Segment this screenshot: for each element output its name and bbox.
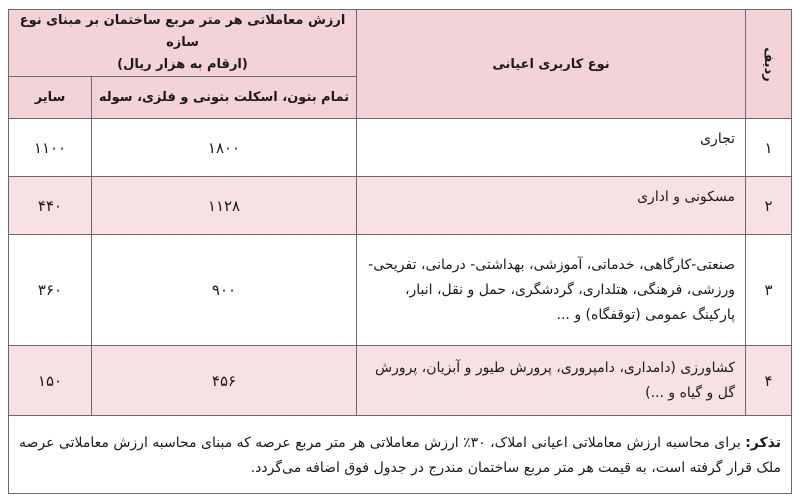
header-value-group: [9, 10, 357, 77]
header-concrete-structure: تمام بتون، اسکلت بتونی و فلزی، سوله: [92, 77, 357, 119]
row-number: ۱: [746, 119, 792, 177]
usage-type: تجاری: [357, 119, 746, 177]
table-row: [9, 346, 792, 416]
note-text: برای محاسبه ارزش معاملاتی اعیانی املاک، ۳۰٪ ارزش معاملاتی هر متر مربع عرصه که مبنای محاسبه ارزش معاملاتی عرصه ملک قرار گرفته است، به قیمت هر متر مربع ساختمان مندرج در جدول فوق اضافه می‌گردد.: [19, 434, 782, 476]
table-row: [9, 235, 792, 346]
header-other-structure: سایر: [9, 77, 92, 119]
header-value-group-line1: ارزش معاملاتی هر متر مربع ساختمان بر مبنای نوع سازه: [19, 13, 346, 50]
concrete-value: ۱۱۲۸: [92, 177, 357, 235]
other-value: ۳۶۰: [9, 235, 92, 346]
concrete-value: ۴۵۶: [92, 346, 357, 416]
usage-type: کشاورزی (دامداری، دامپروری، پرورش طیور و آبزیان، پرورش گل و گیاه و ...): [357, 346, 746, 416]
row-number: ۲: [746, 177, 792, 235]
other-value: ۱۵۰: [9, 346, 92, 416]
concrete-value: ۱۸۰۰: [92, 119, 357, 177]
concrete-value: ۹۰۰: [92, 235, 357, 346]
header-value-group-line2: (ارقام به هزار ریال): [117, 57, 248, 72]
other-value: ۴۴۰: [9, 177, 92, 235]
note-label: تذکر:: [745, 434, 781, 451]
usage-type: صنعتی-کارگاهی، خدماتی، آموزشی، بهداشتی- درمانی، تفریحی- ورزشی، فرهنگی، هتلداری، گردشگری، حمل و نقل، انبار، پارکینگ عمومی (توقفگاه) و ...: [357, 235, 746, 346]
header-usage-type: نوع کاربری اعیانی: [357, 10, 746, 119]
table-row: [9, 177, 792, 235]
row-number: ۴: [746, 346, 792, 416]
usage-type: مسکونی و اداری: [357, 177, 746, 235]
valuation-table: [8, 9, 792, 494]
note-box: [9, 416, 792, 494]
header-row-number: ردیف: [746, 10, 792, 119]
row-number: ۳: [746, 235, 792, 346]
other-value: ۱۱۰۰: [9, 119, 92, 177]
table-row: [9, 119, 792, 177]
